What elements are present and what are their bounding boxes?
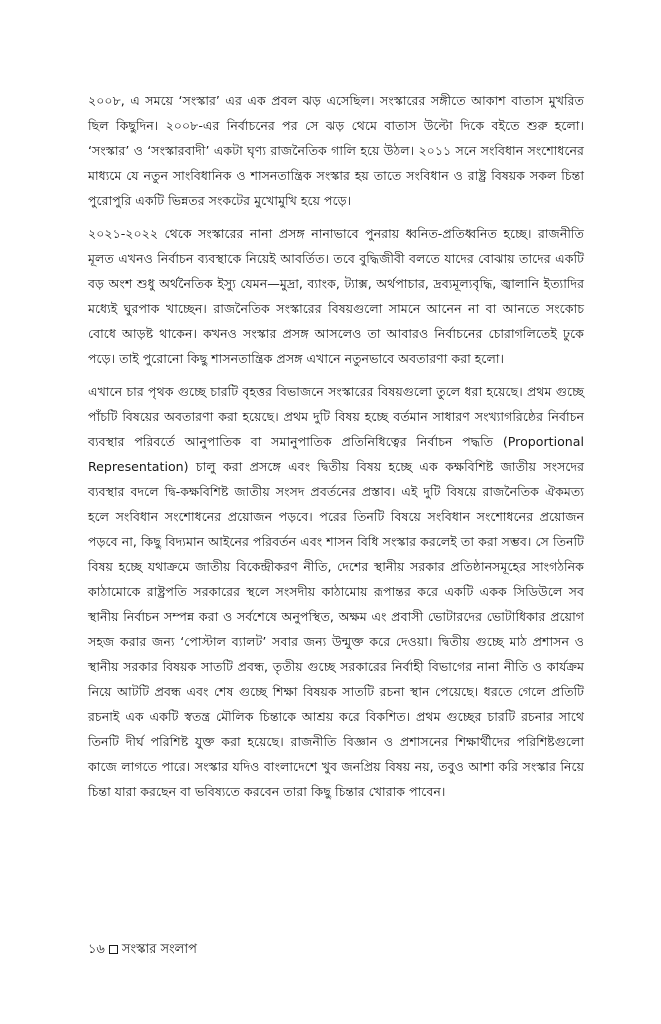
square-separator-icon — [109, 945, 118, 954]
paragraph-2: ২০২১-২০২২ থেকে সংস্কারের নানা প্রসঙ্গ নানাভাবে পুনরায় ধ্বনিত-প্রতিধ্বনিত হচ্ছে। রাজনীতি মূলত এখনও নির্বাচন ব্যবস্থাকে নিয়েই আবর্তিত। তবে বুদ্ধিজীবী বলতে যাদের বোঝায় তাদের একটি বড় অংশ শুধু অর্থনৈতিক ইস্যু যেমন—মুদ্রা, ব্যাংক, ট্যাক্স, অর্থপাচার, দ্রব্যমূল্যবৃদ্ধি, জ্বালানি ইত্যাদির মধ্যেই ঘুরপাক খাচ্ছেন। রাজনৈতিক সংস্কারের বিষয়গুলো সামনে আনেন না বা আনতে সংকোচ বোধে আড়ষ্ট থাকেন। কখনও সংস্কার প্রসঙ্গ আসলেও তা আবারও নির্বাচনের চোরাগলিতেই ঢুকে পড়ে। তাই পুরোনো কিছু শাসনতান্ত্রিক প্রসঙ্গ এখানে নতুনভাবে অবতারণা করা হলো। — [88, 226, 584, 366]
page-number: ১৬ — [88, 942, 105, 957]
running-title: সংস্কার সংলাপ — [121, 942, 197, 957]
body-text — [88, 88, 584, 812]
paragraph-1: ২০০৮, এ সময়ে ‘সংস্কার’ এর এক প্রবল ঝড় এসেছিল। সংস্কারের সঙ্গীতে আকাশ বাতাস মুখরিত ছিল কিছুদিন। ২০০৮-এর নির্বাচনের পর সে ঝড় থেমে বাতাস উল্টো দিকে বইতে শুরু হলো। ‘সংস্কার’ ও ‘সংস্কারবাদী’ একটা ঘৃণ্য রাজনৈতিক গালি হয়ে উঠল। ২০১১ সনে সংবিধান সংশোধনের মাধ্যমে যে নতুন সাংবিধানিক ও শাসনতান্ত্রিক সংস্কার হয় তাতে সংবিধান ও রাষ্ট্র বিষয়ক সকল চিন্তা পুরোপুরি একটি ভিন্নতর সংকটের মুখোমুখি হয়ে পড়ে। — [88, 93, 584, 208]
paragraph-3: এখানে চার পৃথক গুচ্ছে চারটি বৃহত্তর বিভাজনে সংস্কারের বিষয়গুলো তুলে ধরা হয়েছে। প্রথম গুচ্ছে পাঁচটি বিষয়ের অবতারণা করা হয়েছে। প্রথম দুটি বিষয় হচ্ছে বর্তমান সাধারণ সংখ্যাগরিষ্ঠের নির্বাচন ব্যবস্থার পরিবর্তে আনুপাতিক বা সমানুপাতিক প্রতিনিধিত্বের নির্বাচন পদ্ধতি (Proportional Representation) চালু করা প্রসঙ্গে এবং দ্বিতীয় বিষয় হচ্ছে এক কক্ষবিশিষ্ট জাতীয় সংসদের ব্যবস্থার বদলে দ্বি-কক্ষবিশিষ্ট জাতীয় সংসদ প্রবর্তনের প্রস্তাব। এই দুটি বিষয়ে রাজনৈতিক ঐকমত্য হলে সংবিধান সংশোধনের প্রয়োজন পড়বে। পরের তিনটি বিষয়ে সংবিধান সংশোধনের প্রয়োজন পড়বে না, কিছু বিদ্যমান আইনের পরিবর্তন এবং শাসন বিধি সংস্কার করলেই তা করা সম্ভব। সে তিনটি বিষয় হচ্ছে যথাক্রমে জাতীয় বিকেন্দ্রীকরণ নীতি, দেশের স্থানীয় সরকার প্রতিষ্ঠানসমূহের সাংগঠনিক কাঠামোকে রাষ্ট্রপতি সরকারের স্থলে সংসদীয় কাঠামোয় রূপান্তর করে একটি একক সিডিউলে সব স্থানীয় নির্বাচন সম্পন্ন করা ও সর্বশেষে অনুপস্থিত, অক্ষম এং প্রবাসী ভোটারদের ভোটাধিকার প্রয়োগ সহজ করার জন্য ‘পোস্টাল ব্যালট’ সবার জন্য উন্মুক্ত করে দেওয়া। দ্বিতীয় গুচ্ছে মাঠ প্রশাসন ও স্থানীয় সরকার বিষয়ক সাতটি প্রবন্ধ, তৃতীয় গুচ্ছে সরকারের নির্বাহী বিভাগের নানা নীতি ও কার্যক্রম নিয়ে আটটি প্রবন্ধ এবং শেষ গুচ্ছে শিক্ষা বিষয়ক সাতটি রচনা স্থান পেয়েছে। ধরতে গেলে প্রতিটি রচনাই এক একটি স্বতন্ত্র মৌলিক চিন্তাকে আশ্রয় করে বিকশিত। প্রথম গুচ্ছের চারটি রচনার সাথে তিনটি দীর্ঘ পরিশিষ্ট যুক্ত করা হয়েছে। রাজনীতি বিজ্ঞান ও প্রশাসনের শিক্ষার্থীদের পরিশিষ্টগুলো কাজে লাগতে পারে। সংস্কার যদিও বাংলাদেশে খুব জনপ্রিয় বিষয় নয়, তবুও আশা করি সংস্কার নিয়ে চিন্তা যারা করছেন বা ভবিষ্যতে করবেন তারা কিছু চিন্তার খোরাক পাবেন। — [88, 384, 584, 799]
page-footer — [88, 940, 197, 960]
